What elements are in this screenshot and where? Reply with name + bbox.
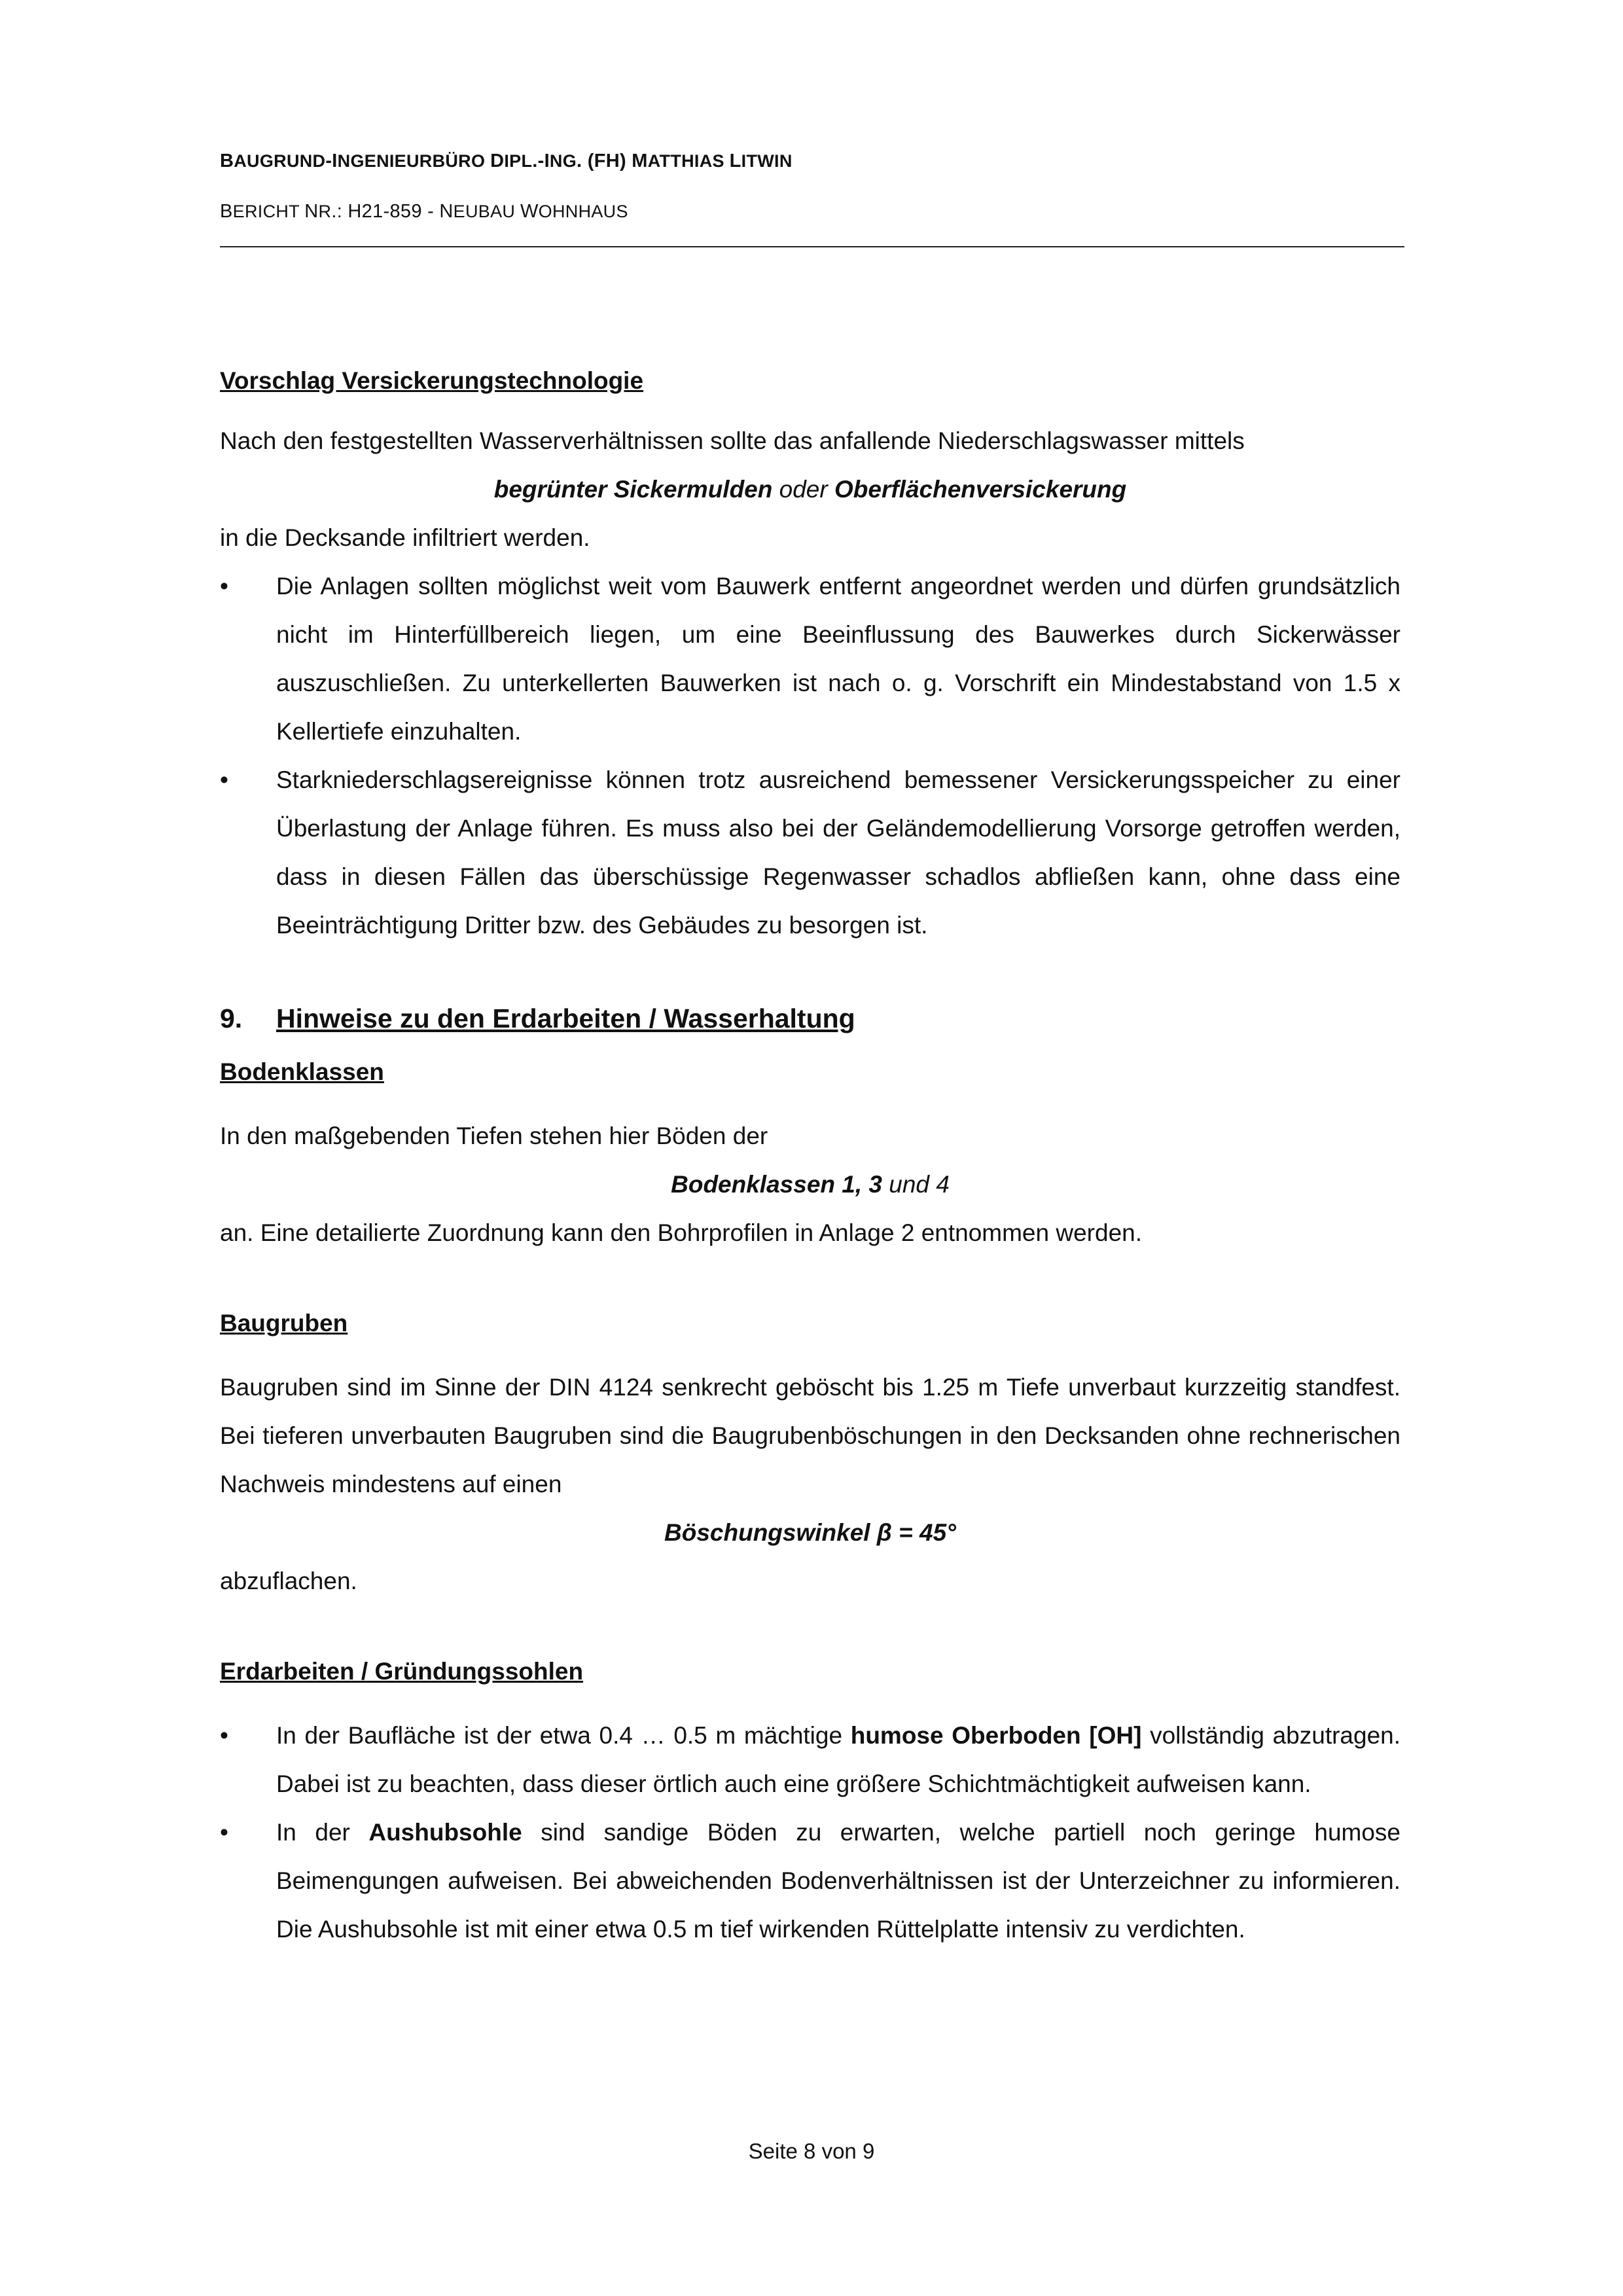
section-number: 9. [220,1003,243,1033]
bodenklassen-emphasis [220,1160,1400,1209]
list-item-text: In der [276,1819,369,1846]
header-segment: L [729,151,741,171]
emphasis-connector: oder [772,476,834,503]
section-heading-9 [220,994,1400,1043]
heading-bodenklassen: Bodenklassen [220,1058,384,1085]
header-report [220,201,628,223]
baugruben-paragraph: Baugruben sind im Sinne der DIN 4124 senkrecht geböscht bis 1.25 m Tiefe unverbaut kurzzeitig standfest. Bei tieferen unverbauten Baugruben sind die Baugrubenböschungen in den Decksanden ohne rechnerischen Nachweis mindestens auf einen [220,1374,1400,1498]
header-segment: AUGRUND [234,151,326,171]
emphasis-2: Oberflächenversickerung [834,476,1127,503]
header-company [220,151,793,172]
heading-erdarbeiten: Erdarbeiten / Gründungssohlen [220,1658,584,1685]
page-content [220,357,1400,1954]
list-item [220,562,1400,756]
header-segment: IPL [504,151,533,171]
baugruben-after: abzuflachen. [220,1568,357,1594]
list-item [220,1712,1400,1808]
header-segment: NGENIEURBÜRO [337,151,491,171]
list-item [220,756,1400,950]
list-item-text: sind sandige Böden zu erwarten, welche partiell noch geringe humose Beimengungen aufweisen. Bei abweichenden Bodenverhältnissen ist der Unterzeichner zu informieren. Die Aushubsohle ist mit einer etwa 0.5 m tief wirkenden Rüttelplatte intensiv zu verdichten. [276,1819,1400,1943]
header-segment: W [520,201,539,222]
header-segment: ITWIN [741,151,793,171]
list-item-text: vollständig abzutragen. Dabei ist zu beachten, dass dieser örtlich auch eine größere Schichtmächtigkeit aufweisen kann. [276,1722,1401,1797]
bullet-list-1 [220,562,1400,950]
emphasis-1: begrünter Sickermulden [493,476,773,503]
header-segment: B [220,201,233,222]
emphasis-line [220,465,1400,514]
section-title: Hinweise zu den Erdarbeiten / Wasserhaltung [276,1003,855,1033]
after-paragraph: in die Decksande infiltriert werden. [220,524,590,551]
header-segment: R [318,202,332,221]
header-segment: NG [549,151,577,171]
bodenklassen-after: an. Eine detailierte Zuordnung kann den Bohrprofilen in Anlage 2 entnommen werden. [220,1219,1142,1246]
bullet-list-2 [220,1712,1400,1954]
list-item-bold: humose Oberboden [OH] [850,1722,1142,1749]
bodenklassen-bold: Bodenklassen 1, 3 [671,1171,882,1198]
header-segment: EUBAU [453,202,520,221]
header-segment: OHNHAUS [538,202,628,221]
page-footer: Seite 8 von 9 [748,2139,875,2163]
header-segment: ATTHIAS [647,151,730,171]
boeschungswinkel: Böschungswinkel β = 45° [664,1519,956,1546]
list-item [220,1808,1400,1954]
list-item-text: Die Anlagen sollten möglichst weit vom Bauwerk entfernt angeordnet werden und dürfen grundsätzlich nicht im Hinterfüllbereich liegen, um eine Beeinflussung des Bauwerkes durch Sickerwässer auszuschließen. Zu unterkellerten Bauwerken ist nach o. g. Vorschrift ein Mindestabstand von 1.5 x Kellertiefe einzuhalten. [276,573,1400,745]
bodenklassen-intro: In den maßgebenden Tiefen stehen hier Böden der [220,1122,768,1149]
bullet-icon: • [220,1819,228,1846]
header-segment: .-I [532,151,550,171]
baugruben-emphasis [220,1509,1400,1557]
bullet-icon: • [220,1722,228,1749]
list-item-text: Starkniederschlagsereignisse können trotz ausreichend bemessener Versickerungsspeicher zu einer Überlastung der Anlage führen. Es muss also bei der Geländemodellierung Vorsorge getroffen werden, dass in diesen Fällen das überschüssige Regenwasser schadlos abfließen kann, ohne dass eine Beeinträchtigung Dritter bzw. des Gebäudes zu besorgen ist. [276,766,1400,939]
bullet-icon: • [220,573,228,600]
header-segment: .: H21-859 - N [331,201,454,222]
header-segment: D [490,151,505,171]
header-segment: -I [325,151,338,171]
intro-paragraph: Nach den festgestellten Wasserverhältnissen sollte das anfallende Niederschlagswasser mittels [220,427,1245,454]
bodenklassen-rest: und 4 [882,1171,950,1198]
header-segment: . (FH) M [577,151,648,171]
list-item-bold: Aushubsohle [368,1819,522,1846]
header-segment: ERICHT [232,202,305,221]
heading-baugruben: Baugruben [220,1310,348,1336]
header-segment: B [220,151,234,171]
bullet-icon: • [220,766,228,793]
heading-versickerung: Vorschlag Versickerungstechnologie [220,367,644,394]
header-rule [220,246,1404,247]
header-segment: N [304,201,319,222]
list-item-text: In der Baufläche ist der etwa 0.4 … 0.5 m mächtige [276,1722,851,1749]
